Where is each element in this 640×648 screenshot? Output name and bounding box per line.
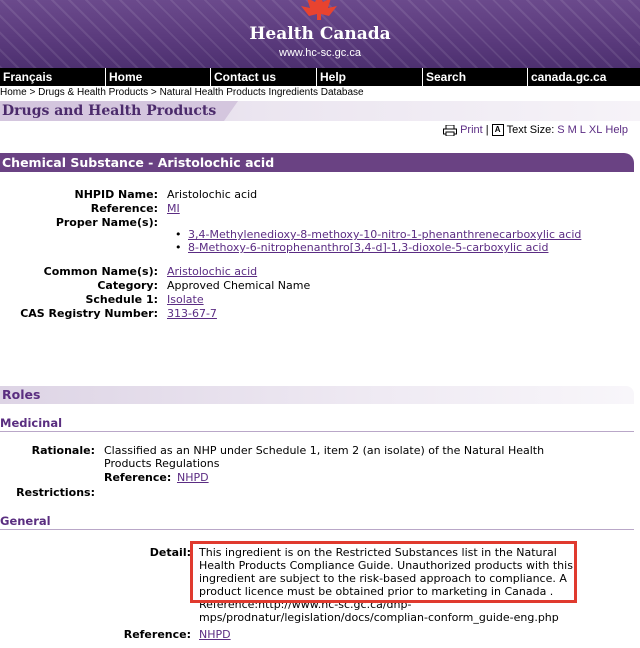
breadcrumb [0, 87, 364, 98]
cas-link[interactable]: 313-67-7 [167, 307, 217, 320]
page-tools [443, 124, 628, 136]
print-link[interactable]: Print [460, 124, 483, 136]
schedule-label: Schedule 1: [85, 293, 158, 306]
nav-search[interactable]: Search [422, 68, 527, 86]
maple-leaf-icon [299, 0, 339, 20]
nav-home[interactable]: Home [105, 68, 210, 86]
nhpid-name-label: NHPID Name: [74, 188, 158, 201]
breadcrumb-current: Natural Health Products Ingredients Database [159, 87, 364, 98]
medicinal-details [0, 444, 640, 500]
common-names-label: Common Name(s): [43, 265, 158, 278]
list-item [174, 241, 581, 254]
proper-name-link[interactable]: 8-Methoxy-6-nitrophenanthro[3,4-d]-1,3-dioxole-5-carboxylic acid [188, 241, 549, 254]
section-title-bar [0, 101, 640, 121]
tools-separator: | [485, 124, 489, 136]
detail-line: This ingredient is on the Restricted Substances list in the Natural [199, 546, 557, 559]
site-name[interactable]: Health Canada [249, 24, 391, 44]
top-nav [0, 68, 640, 86]
highlight-box [190, 541, 577, 603]
site-banner [0, 0, 640, 68]
detail-line: Reference:http://www.hc-sc.gc.ca/dhp- [199, 598, 412, 611]
rationale-line: Classified as an NHP under Schedule 1, item 2 (an isolate) of the Natural Health [104, 444, 545, 457]
substance-details [0, 188, 640, 328]
detail-line: Health Products Compliance Guide. Unauthorized products with this [199, 559, 573, 572]
reference-link-mi[interactable]: MI [167, 202, 180, 215]
general-reference-link[interactable]: NHPD [199, 628, 231, 641]
nav-francais[interactable]: Français [3, 70, 53, 84]
rationale-line: Products Regulations [104, 457, 220, 470]
breadcrumb-drugs[interactable]: Drugs & Health Products [38, 87, 149, 98]
schedule-link[interactable]: Isolate [167, 293, 204, 306]
page-heading: Chemical Substance - Aristolochic acid [0, 153, 634, 172]
nav-contact-us[interactable]: Contact us [210, 68, 316, 86]
site-url[interactable]: www.hc-sc.gc.ca [279, 47, 361, 59]
text-size-m[interactable]: M [567, 124, 577, 136]
category-value: Approved Chemical Name [167, 279, 311, 292]
general-heading: General [0, 513, 634, 530]
rationale-label: Rationale: [31, 444, 95, 457]
breadcrumb-separator: > [148, 87, 160, 98]
medicinal-reference-link[interactable]: NHPD [177, 471, 209, 484]
category-label: Category: [97, 279, 158, 292]
help-link[interactable]: Help [605, 124, 628, 136]
common-name-link[interactable]: Aristolochic acid [167, 265, 258, 278]
medicinal-heading: Medicinal [0, 415, 634, 432]
nhpid-name-value: Aristolochic acid [167, 188, 258, 201]
detail-line: ingredient are subject to the risk-based approach to compliance. A [199, 572, 567, 585]
cas-label: CAS Registry Number: [20, 307, 158, 320]
breadcrumb-home[interactable]: Home [0, 87, 27, 98]
text-size-icon: A [492, 124, 504, 136]
text-size-xl[interactable]: XL [588, 124, 603, 136]
text-size-s[interactable]: S [557, 124, 565, 136]
medicinal-reference-label: Reference: [104, 471, 172, 484]
proper-names-list [174, 228, 581, 254]
text-size-l[interactable]: L [579, 124, 586, 136]
proper-names-label: Proper Name(s): [55, 216, 158, 229]
breadcrumb-separator: > [26, 87, 39, 98]
detail-line: product licence must be obtained prior to marketing in Canada . [199, 585, 554, 598]
detail-label: Detail: [149, 546, 191, 559]
roles-heading: Roles [0, 386, 634, 404]
detail-line: mps/prodnatur/legislation/docs/complian-conform_guide-eng.php [199, 611, 559, 624]
restrictions-label: Restrictions: [16, 486, 95, 499]
text-size-label: Text Size: [506, 124, 555, 136]
printer-icon[interactable] [443, 125, 457, 136]
list-item [174, 228, 581, 241]
section-title[interactable]: Drugs and Health Products [0, 101, 224, 121]
general-reference-label: Reference: [123, 628, 191, 641]
nav-help[interactable]: Help [316, 68, 422, 86]
rationale-value [104, 444, 544, 470]
reference-label: Reference: [90, 202, 158, 215]
proper-name-link[interactable]: 3,4-Methylenedioxy-8-methoxy-10-nitro-1-phenanthrenecarboxylic acid [188, 228, 582, 241]
nav-canada-gc-ca[interactable]: canada.gc.ca [527, 68, 640, 86]
